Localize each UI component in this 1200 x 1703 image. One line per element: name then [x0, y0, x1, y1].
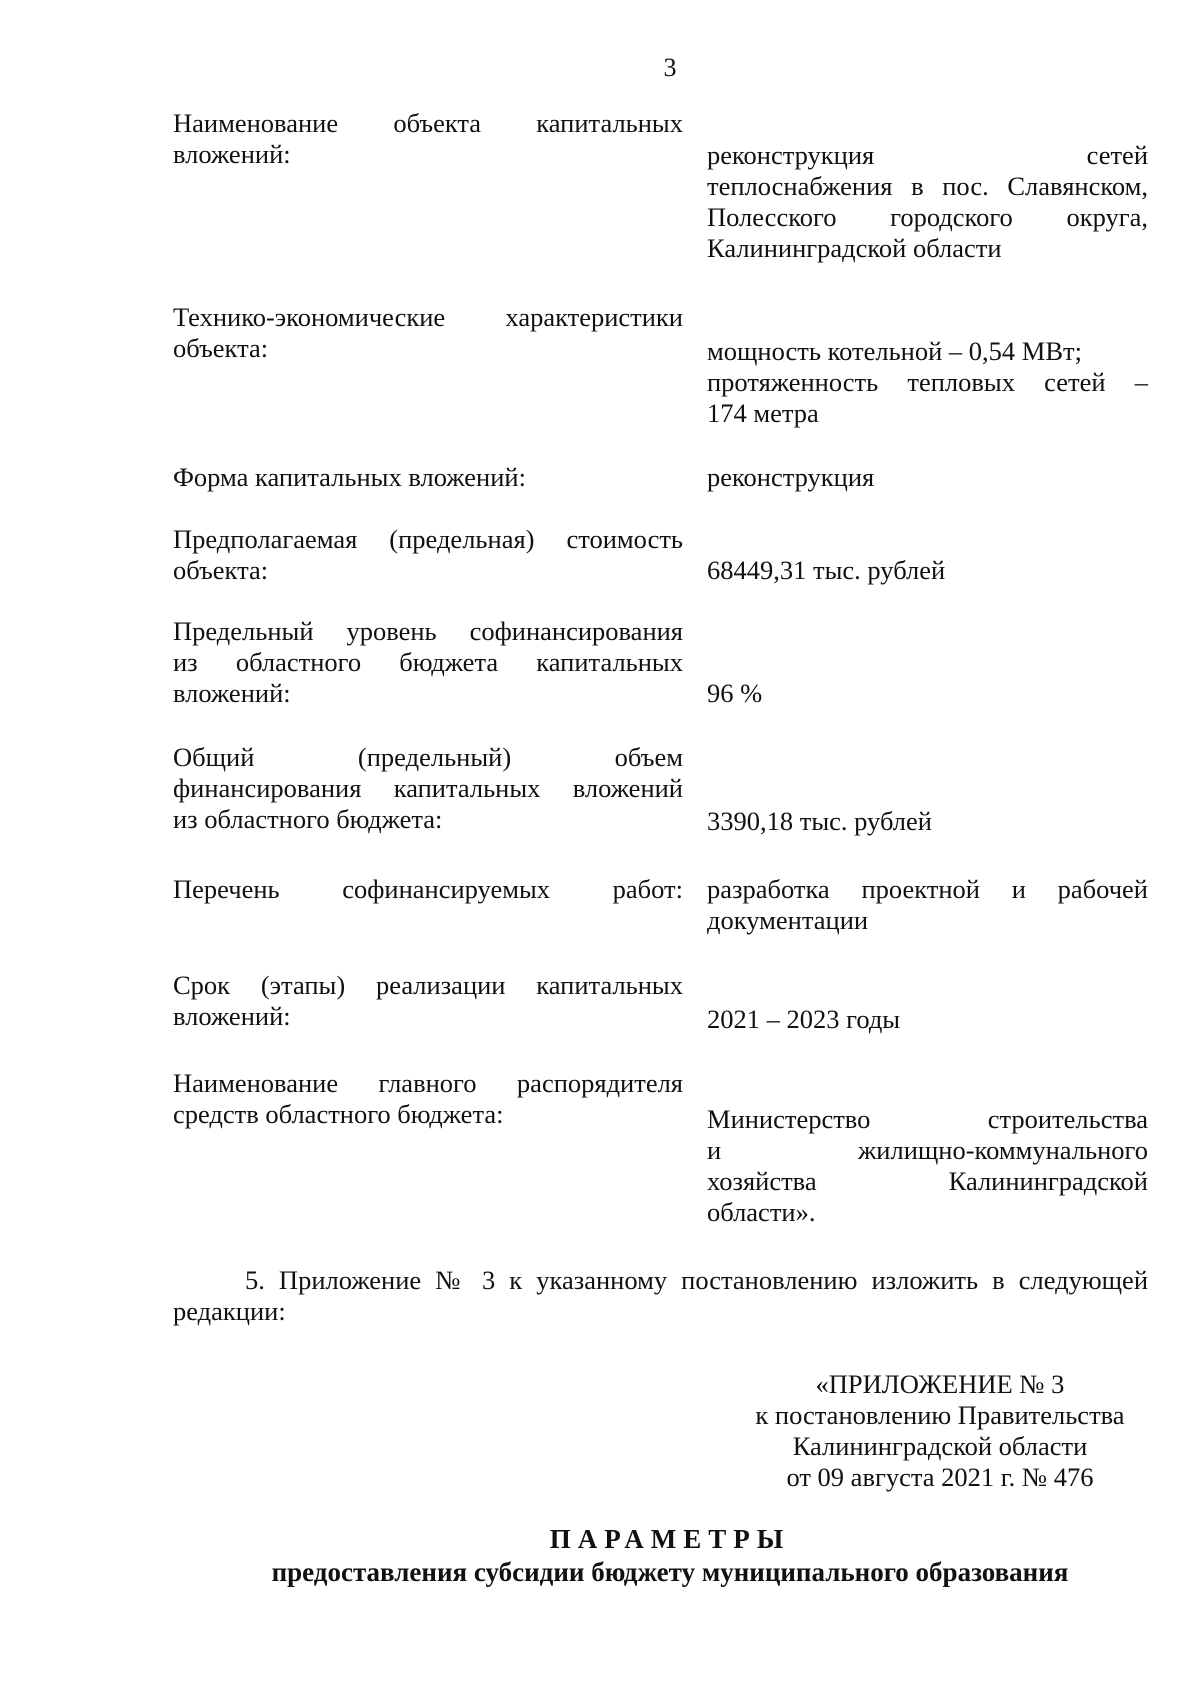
label-line: Наименование главного распорядителя	[173, 1068, 683, 1098]
row-value	[707, 1004, 1148, 1035]
label-line: Предполагаемая (предельная) стоимость	[173, 524, 683, 554]
value-line: 96 %	[707, 678, 763, 708]
label-line: Предельный уровень софинансирования	[173, 616, 683, 646]
label-line: финансирования капитальных вложений	[173, 773, 683, 803]
label-line: Наименование объекта капитальных	[173, 108, 683, 138]
value-line: 174 метра	[707, 398, 819, 428]
appendix-title: «ПРИЛОЖЕНИЕ № 3	[815, 1369, 1065, 1399]
value-line: Министерство строительства	[707, 1104, 1148, 1134]
value-line: протяженность тепловых сетей –	[707, 367, 1148, 397]
value-line: 2021 – 2023 годы	[707, 1004, 901, 1034]
label-line: Технико-экономические характеристики	[173, 302, 683, 332]
paragraph-line: редакции:	[173, 1296, 286, 1326]
appendix-line: от 09 августа 2021 г. № 476	[786, 1462, 1094, 1492]
label-line: из областного бюджета капитальных	[173, 647, 683, 677]
row-label	[173, 1068, 683, 1130]
label-line: Общий (предельный) объем	[173, 742, 683, 772]
value-line: Калининградской области	[707, 233, 1002, 263]
row-label	[173, 462, 683, 493]
value-line: разработка проектной и рабочей	[707, 874, 1148, 904]
params-title: ПАРАМЕТРЫ	[549, 1524, 791, 1554]
label-line: Форма капитальных вложений:	[173, 462, 526, 492]
row-value	[707, 806, 1148, 837]
value-line: 3390,18 тыс. рублей	[707, 806, 932, 836]
row-value	[707, 336, 1148, 429]
row-label	[173, 524, 683, 586]
params-subtitle: предоставления субсидии бюджету муниципального образования	[271, 1557, 1069, 1587]
value-line: Полесского городского округа,	[707, 202, 1148, 232]
label-line: вложений:	[173, 139, 291, 169]
value-line: и жилищно-коммунального	[707, 1135, 1148, 1165]
value-line: документации	[707, 905, 869, 935]
value-line: теплоснабжения в пос. Славянском,	[707, 171, 1148, 201]
label-line: объекта:	[173, 555, 269, 585]
row-label	[173, 302, 683, 364]
paragraph-line: 5. Приложение № 3 к указанному постановлению изложить в следующей	[245, 1265, 1148, 1295]
appendix-line: Калининградской области	[792, 1431, 1088, 1461]
label-line: средств областного бюджета:	[173, 1099, 504, 1129]
row-value	[707, 462, 1148, 493]
appendix-line: к постановлению Правительства	[755, 1400, 1125, 1430]
row-label	[173, 616, 683, 709]
value-line: реконструкция сетей	[707, 140, 1148, 170]
row-value	[707, 555, 1148, 586]
row-label	[173, 970, 683, 1032]
label-line: Срок (этапы) реализации капитальных	[173, 970, 683, 1000]
label-line: вложений:	[173, 1001, 291, 1031]
label-line: из областного бюджета:	[173, 804, 443, 834]
row-label	[173, 874, 683, 905]
row-value	[707, 140, 1148, 264]
paragraph-5	[173, 1265, 1148, 1327]
row-label	[173, 108, 683, 170]
row-label	[173, 742, 683, 835]
label-line: Перечень софинансируемых работ:	[173, 874, 683, 904]
value-line: мощность котельной – 0,54 МВт;	[707, 336, 1082, 366]
row-value	[707, 1104, 1148, 1228]
row-value	[707, 678, 1148, 709]
label-line: вложений:	[173, 678, 291, 708]
page-number: 3	[663, 53, 677, 82]
value-line: хозяйства Калининградской	[707, 1166, 1148, 1196]
label-line: объекта:	[173, 333, 269, 363]
appendix-header	[740, 1369, 1140, 1493]
row-value	[707, 874, 1148, 936]
value-line: 68449,31 тыс. рублей	[707, 555, 946, 585]
value-line: области».	[707, 1197, 816, 1227]
value-line: реконструкция	[707, 462, 875, 492]
